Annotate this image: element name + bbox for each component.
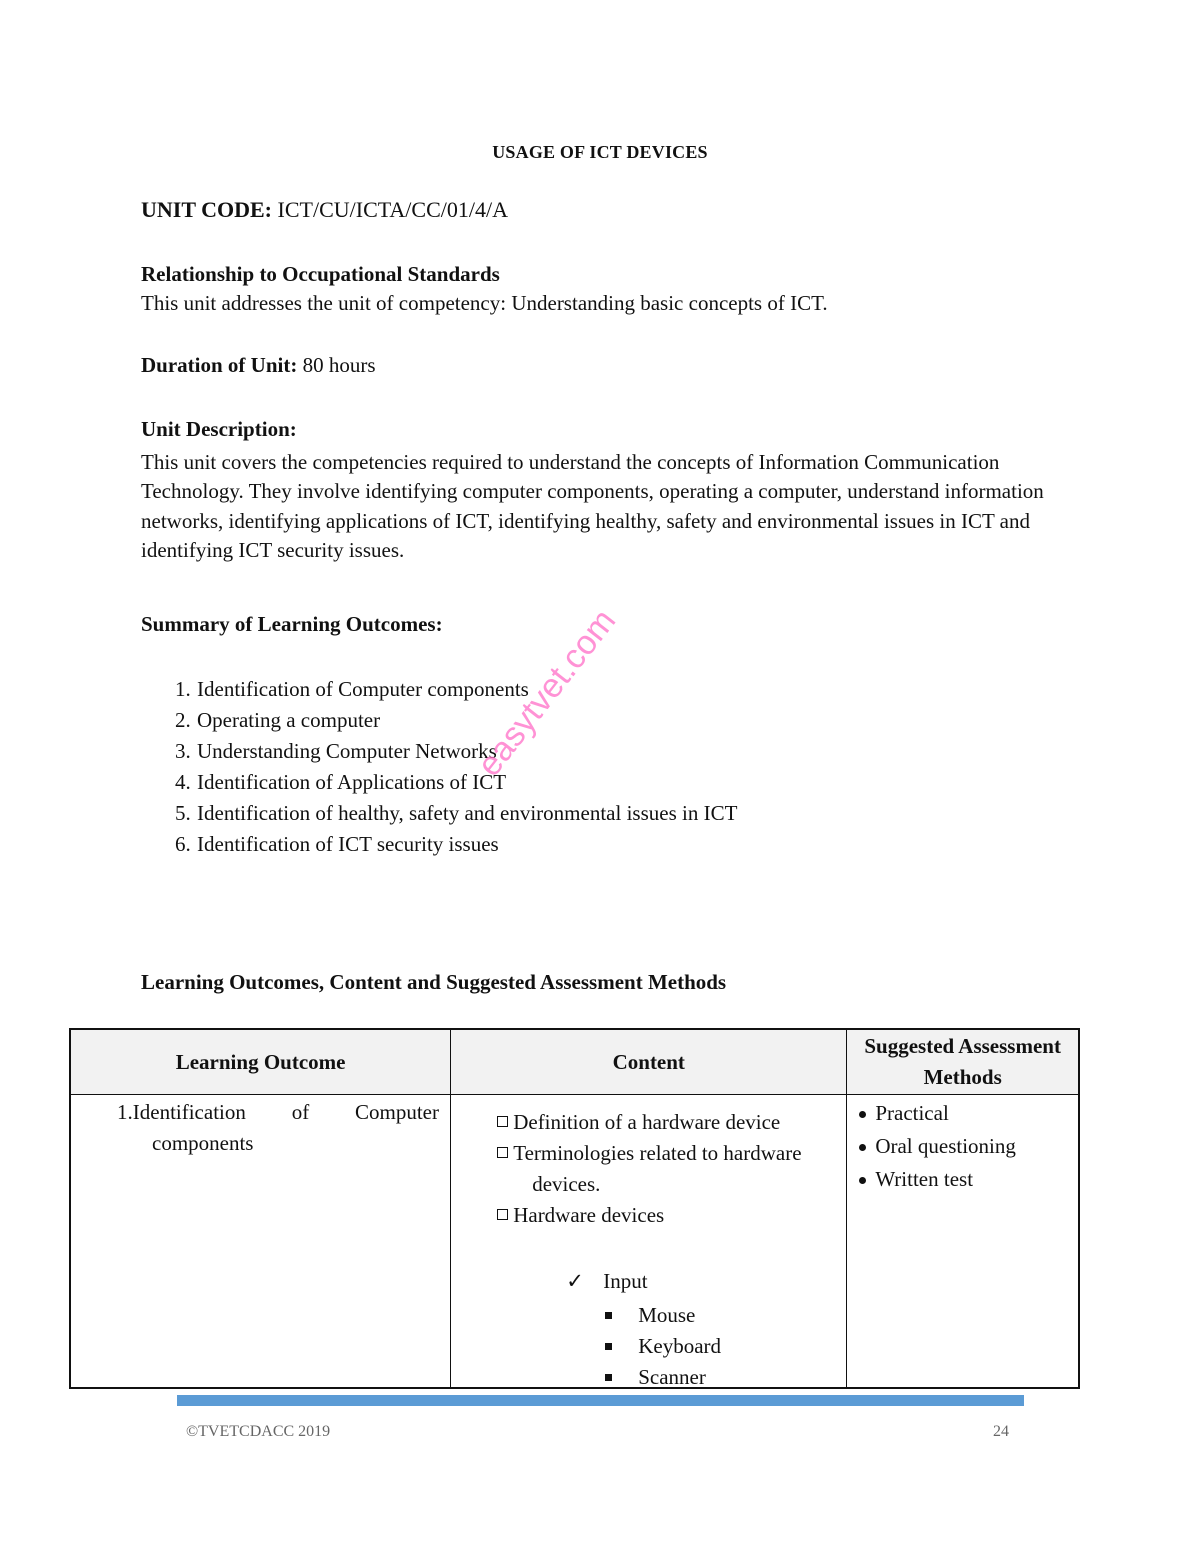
watermark: easytvet.com	[470, 602, 624, 784]
item-text: Written test	[875, 1167, 974, 1191]
learning-outcomes-list	[175, 674, 737, 860]
outcome-word: Computer	[355, 1100, 439, 1124]
outcomes-table	[69, 1028, 1080, 1389]
square-bullet-icon	[605, 1343, 612, 1350]
item-text: Identification of Computer components	[197, 677, 529, 701]
duration	[141, 353, 376, 378]
checkbox-bullet-icon	[497, 1116, 508, 1127]
list-item	[859, 1130, 1016, 1163]
item-text: Definition of a hardware device	[513, 1110, 781, 1134]
item-text: Terminologies related to hardware	[513, 1141, 802, 1165]
unit-code-label: UNIT CODE:	[141, 197, 273, 222]
list-item	[175, 829, 737, 860]
square-bullet-icon	[605, 1374, 612, 1381]
item-number: 2.	[175, 708, 191, 732]
item-text: Understanding Computer Networks	[197, 739, 497, 763]
item-text: Identification of healthy, safety and environmental issues in ICT	[197, 801, 738, 825]
bullet-icon	[859, 1111, 866, 1118]
list-item	[859, 1097, 1016, 1130]
list-item	[175, 736, 737, 767]
outcome-number: 1.	[117, 1100, 133, 1124]
outcome-text	[117, 1097, 439, 1159]
item-text: Identification of Applications of ICT	[197, 770, 507, 794]
unit-code-value: ICT/CU/ICTA/CC/01/4/A	[277, 197, 508, 222]
outcome-line-2: components	[152, 1131, 254, 1155]
unit-description-heading: Unit Description:	[141, 417, 297, 441]
square-bullet-icon	[605, 1312, 612, 1319]
item-text: Oral questioning	[875, 1134, 1016, 1158]
item-number: 6.	[175, 832, 191, 856]
checkmark-icon: ✓	[566, 1269, 584, 1293]
relationship-text: This unit addresses the unit of competency: Understanding basic concepts of ICT.	[141, 291, 828, 315]
checkbox-bullet-icon	[497, 1147, 508, 1158]
content-list	[497, 1107, 842, 1231]
item-text: Identification of ICT security issues	[197, 832, 499, 856]
item-number: 5.	[175, 801, 191, 825]
item-number: 1.	[175, 677, 191, 701]
outcome-word: of	[291, 1100, 310, 1124]
table-row	[70, 1095, 1079, 1389]
sub-item-text: Scanner	[638, 1365, 706, 1389]
check-item-label: Input	[603, 1269, 648, 1293]
duration-label: Duration of Unit:	[141, 353, 298, 377]
list-item	[175, 674, 737, 705]
item-number: 4.	[175, 770, 191, 794]
footer-bar	[177, 1395, 1024, 1406]
sub-item	[638, 1331, 721, 1362]
list-item	[175, 798, 737, 829]
table-header-row	[70, 1029, 1079, 1095]
checkbox-bullet-icon	[497, 1209, 508, 1220]
item-text: Operating a computer	[197, 708, 381, 732]
document-title: USAGE OF ICT DEVICES	[492, 142, 708, 162]
list-item	[497, 1107, 842, 1138]
sub-item-text: Mouse	[638, 1303, 696, 1327]
header-learning-outcome: Learning Outcome	[70, 1029, 451, 1095]
unit-code	[141, 197, 508, 223]
duration-value: 80 hours	[302, 353, 376, 377]
outcome-word: Identification	[132, 1100, 246, 1124]
cell-learning-outcome	[70, 1095, 451, 1389]
list-item	[497, 1200, 842, 1231]
list-item	[175, 767, 737, 798]
summary-heading: Summary of Learning Outcomes:	[141, 612, 443, 636]
unit-description-text: This unit covers the competencies required to understand the concepts of Information Communication Technology. They involve identifying computer components, operating a computer, understand information networks, identifying applications of ICT, identifying healthy, safety and environmental issues in ICT and identifying ICT security issues.	[141, 450, 1044, 562]
header-content: Content	[451, 1029, 847, 1095]
relationship-heading: Relationship to Occupational Standards	[141, 262, 500, 286]
list-item	[175, 705, 737, 736]
item-continuation: devices.	[532, 1172, 601, 1196]
item-number: 3.	[175, 739, 191, 763]
footer-copyright: ©TVETCDACC 2019	[186, 1423, 331, 1440]
header-assessment: Suggested Assessment Methods	[847, 1029, 1079, 1095]
bullet-icon	[859, 1144, 866, 1151]
table-heading: Learning Outcomes, Content and Suggested Assessment Methods	[141, 970, 727, 994]
cell-content	[451, 1095, 847, 1389]
sub-item	[638, 1362, 706, 1393]
list-item	[859, 1163, 1016, 1196]
item-text: Hardware devices	[513, 1203, 665, 1227]
sub-item-text: Keyboard	[638, 1334, 722, 1358]
cell-assessment	[847, 1095, 1079, 1389]
page-number: 24	[993, 1423, 1009, 1440]
list-item	[497, 1138, 842, 1169]
sub-item	[638, 1300, 695, 1331]
item-text: Practical	[875, 1101, 949, 1125]
assessment-list	[859, 1097, 1016, 1196]
bullet-icon	[859, 1177, 866, 1184]
